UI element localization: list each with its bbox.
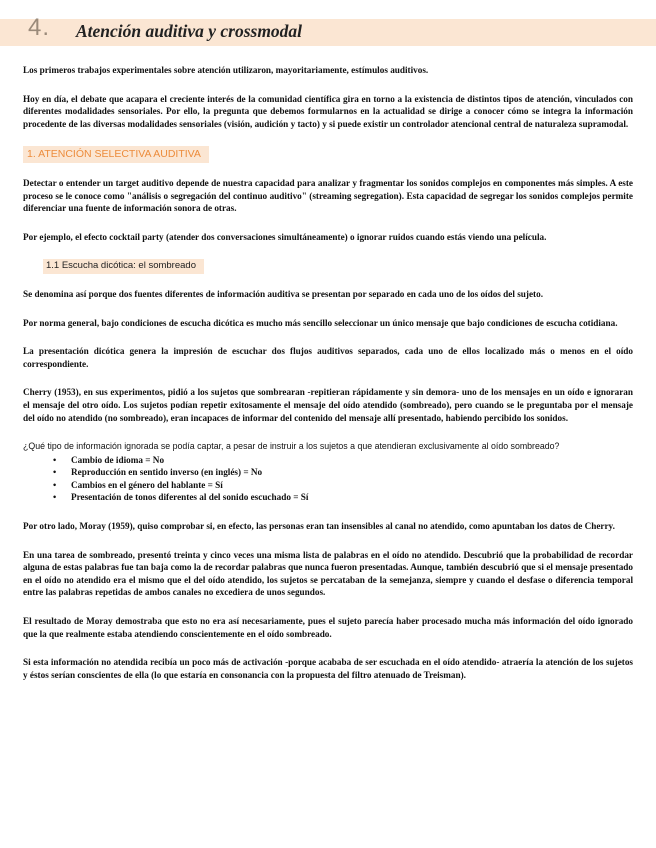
paragraph: La presentación dicótica genera la impresión de escuchar dos flujos auditivos separados, cada uno de ellos localizado más o menos en el oído correspondiente. [23,346,633,369]
subsection-heading: 1.1 Escucha dicótica: el sombreado [43,259,204,274]
section-heading: 1. ATENCIÓN SELECTIVA AUDITIVA [23,146,209,163]
question-text: ¿Qué tipo de información ignorada se podía captar, a pesar de instruir a los sujetos a que atendieran exclusivamente al oído sombreado? [23,441,560,452]
paragraph: Cherry (1953), en sus experimentos, pidió a los sujetos que sombrearan -repitieran rápidamente y sin demora- uno de los mensajes en un oído e ignoraran el mensaje del otro oído. Los sujetos podían repetir exitosamente el mensaje del oído atendido (sombreado), pero cuando se le preguntaba por el mensaje del oído no atendido (no sombreado), eran incapaces de informar del contenido del mensaje allí presentado, habiendo percibido los sonidos. [23,387,633,423]
paragraph: Detectar o entender un target auditivo depende de nuestra capacidad para analizar y fragmentar los sonidos complejos en componentes más simples. A este proceso se le conoce como "análisis o segregación del continuo auditivo" (streaming segregation). Esta capacidad de segregar los sonidos complejos permite diferenciar una fuente de información sonora de otras. [23,177,633,214]
paragraph: En una tarea de sombreado, presentó treinta y cinco veces una misma lista de palabras en el oído no atendido. Descubrió que la probabilidad de recordar alguna de estas palabras fue tan baja como la de recordar palabras que nunca fueron presentadas. Aunque, también descubrió que si el mensaje presentado en el oído no atendido era el mismo que el del oído atendido, los sujetos se percataban de la semejanza, siempre y cuando el desfase o diferencia temporal entre las palabras repetidas de ambos canales no excediera de unos segundos. [23,549,633,598]
paragraph: Se denomina así porque dos fuentes diferentes de información auditiva se presentan por separado en cada uno de los oídos del sujeto. [23,288,543,299]
list-item: • Presentación de tonos diferentes al del sonido escuchado = Sí [53,491,633,504]
chapter-title: Atención auditiva y crossmodal [76,21,303,41]
document-body [23,64,633,697]
list-item: • Reproducción en sentido inverso (en inglés) = No [53,466,633,479]
chapter-number: 4. [28,14,51,41]
paragraph: El resultado de Moray demostraba que esto no era así necesariamente, pues el sujeto parecía haber procesado mucha más información del oído ignorado que la que realmente estaba atendiendo conscientemente en el oído sombreado. [23,616,633,639]
bullet-list [23,454,633,504]
paragraph: Por norma general, bajo condiciones de escucha dicótica es mucho más sencillo seleccionar un único mensaje que bajo condiciones de escucha cotidiana. [23,317,618,328]
paragraph: Si esta información no atendida recibía un poco más de activación -porque acababa de ser escuchada en el oído atendido- atraería la atención de los sujetos y éstos serían conscientes de ella (lo que estaría en consonancia con la propuesta del filtro atenuado de Treisman). [23,657,633,680]
list-item: • Cambios en el género del hablante = Sí [53,479,633,492]
paragraph: Los primeros trabajos experimentales sobre atención utilizaron, mayoritariamente, estímulos auditivos. [23,65,429,75]
list-item: • Cambio de idioma = No [53,454,633,467]
paragraph: Por otro lado, Moray (1959), quiso comprobar si, en efecto, las personas eran tan insensibles al canal no atendido, como apuntaban los datos de Cherry. [23,521,615,532]
paragraph: Hoy en día, el debate que acapara el creciente interés de la comunidad científica gira en torno a la existencia de distintos tipos de atención, vinculados con diferentes modalidades sensoriales. Por ello, la pregunta que debemos formularnos en la actualidad se dirige a conocer cómo se integra la información procedente de las diversas modalidades sensoriales (visión, audición y tacto) y si puede existir un controlador atencional central de naturaleza supramodal. [23,93,633,129]
paragraph: Por ejemplo, el efecto cocktail party (atender dos conversaciones simultáneamente) o ignorar ruidos cuando estás viendo una película. [23,231,547,242]
